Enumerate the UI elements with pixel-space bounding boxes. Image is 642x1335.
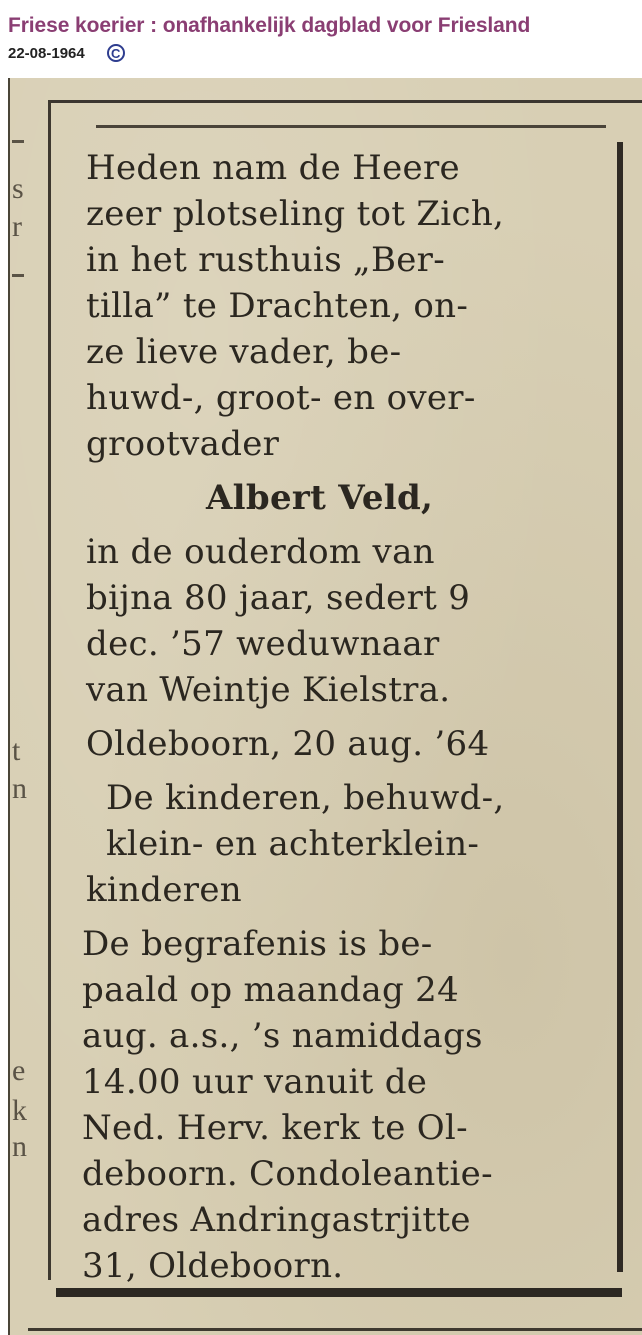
place-date: Oldeboorn, 20 aug. ’64 [86,724,490,764]
family-line: De kinderen, behuwd-, [106,778,505,818]
funeral-line: De begrafenis is be- [82,924,433,964]
notice-line: ze lieve vader, be- [86,332,402,372]
border-bottom [56,1288,622,1297]
family-line: klein- en achterklein- [106,824,480,864]
funeral-line: aug. a.s., ’s namiddags [82,1016,483,1056]
margin-fragment: e [12,1054,26,1087]
rule-line [28,1328,642,1331]
notice-line: grootvader [86,424,280,464]
funeral-line: paald op maandag 24 [82,970,460,1010]
border-left [48,100,51,1280]
notice-line: in het rusthuis „Ber- [86,240,446,280]
margin-dash [12,274,24,277]
margin-fragment: n [12,1130,27,1163]
notice-line: zeer plotseling tot Zich, [86,194,505,234]
page-header [0,0,642,76]
scan-edge [8,78,10,1335]
rule-line [96,125,606,128]
border-right [617,142,623,1272]
funeral-line: 14.00 uur vanuit de [82,1062,428,1102]
notice-line: Heden nam de Heere [86,148,460,188]
newspaper-title[interactable]: Friese koerier : onafhankelijk dagblad voor Friesland [8,14,531,37]
margin-dash [12,140,24,143]
funeral-line: deboorn. Condoleantie- [82,1154,493,1194]
margin-fragment: n [12,772,27,805]
margin-fragment: r [12,210,22,243]
margin-fragment: t [12,734,21,767]
rule-line [48,100,642,103]
margin-fragment: s [12,172,24,205]
copyright-icon[interactable]: C [107,44,125,62]
notice-line: tilla” te Drachten, on- [86,286,469,326]
notice-line: dec. ’57 weduwnaar [86,624,440,664]
funeral-line: adres Andringastrjitte [82,1200,471,1240]
publication-date: 22-08-1964 [8,44,85,62]
dateline [8,44,125,62]
notice-line: van Weintje Kielstra. [86,670,451,710]
notice-line: huwd-, groot- en over- [86,378,476,418]
notice-line: bijna 80 jaar, sedert 9 [86,578,471,618]
funeral-line: 31, Oldeboorn. [82,1246,344,1286]
funeral-line: Ned. Herv. kerk te Ol- [82,1108,468,1148]
notice-line: in de ouderdom van [86,532,435,572]
deceased-name: Albert Veld, [206,478,434,518]
newspaper-clipping [8,78,642,1335]
family-line: kinderen [86,870,242,910]
margin-fragment: k [12,1094,27,1127]
